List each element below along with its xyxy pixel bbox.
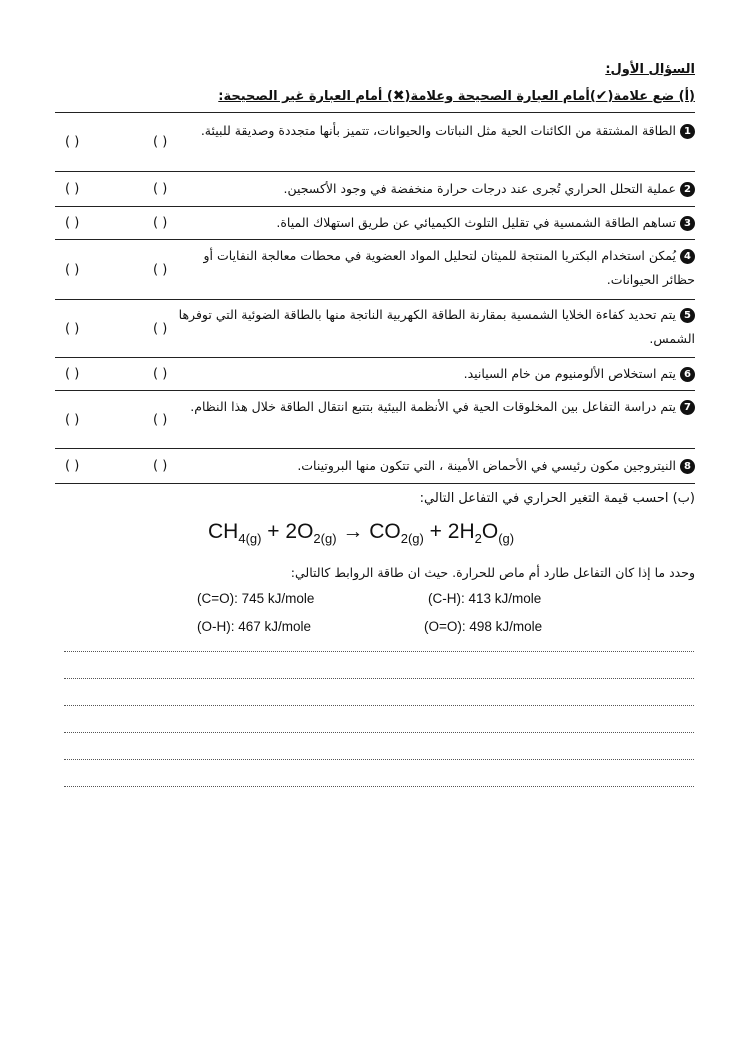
eq-ch: CH — [208, 520, 239, 543]
cross-mark-icon: ✖ — [392, 88, 405, 104]
number-badge: 1 — [680, 124, 695, 139]
eq-sub: 4(g) — [238, 531, 262, 547]
answer-box[interactable]: ( ) — [65, 458, 80, 474]
bond-energy-co: (C=O): 745 kJ/mole — [197, 591, 315, 606]
bond-energy-oo: (O=O): 498 kJ/mole — [424, 619, 543, 634]
statement-row-4 — [55, 240, 695, 300]
instruction-suffix: ) أمام العبارة غير الصحيحة: — [218, 89, 393, 104]
statement-label: الطاقة المشتقة من الكائنات الحية مثل النباتات والحيوانات، تتميز بأنها متجددة وصديقة للبيئة. — [200, 123, 676, 138]
statement-text — [175, 303, 695, 351]
answer-line[interactable] — [64, 651, 694, 652]
part-b-heading: (ب) احسب قيمة التغير الحراري في التفاعل التالي: — [419, 491, 695, 506]
answer-box[interactable]: ( ) — [153, 458, 168, 474]
answer-box[interactable]: ( ) — [65, 181, 80, 197]
statement-label: عملية التحلل الحراري تُجرى عند درجات حرارة منخفضة في وجود الأكسجين. — [283, 181, 676, 196]
answer-box[interactable]: ( ) — [153, 134, 168, 150]
answer-box[interactable]: ( ) — [153, 321, 168, 336]
statement-text — [175, 454, 695, 478]
answer-box[interactable]: ( ) — [153, 262, 168, 277]
statement-label: يتم استخلاص الألومنيوم من خام السيانيد. — [463, 366, 676, 381]
statement-row-1 — [55, 113, 695, 172]
statement-row-7 — [55, 391, 695, 449]
statement-text — [175, 395, 695, 419]
answer-line[interactable] — [64, 678, 694, 679]
eq-sub: 2 — [474, 531, 482, 547]
question-title: السؤال الأول: — [605, 62, 695, 77]
statement-text — [175, 177, 695, 201]
statement-label: يتم دراسة التفاعل بين المخلوقات الحية في الأنظمة البيئية بتتبع انتقال الطاقة خلال هذا النظام. — [190, 399, 676, 414]
statement-text — [175, 362, 695, 386]
statement-label: النيتروجين مكون رئيسي في الأحماض الأمينة ، التي تتكون منها البروتينات. — [297, 458, 676, 473]
answer-box[interactable]: ( ) — [65, 321, 80, 336]
number-badge: 2 — [680, 182, 695, 197]
answer-box[interactable]: ( ) — [65, 366, 80, 382]
statement-label: يُمكن استخدام البكتريا المنتجة للميثان لتحليل المواد العضوية في محطات معالجة النفايات أو حظائر الحيوانات. — [203, 248, 695, 287]
answer-box[interactable]: ( ) — [65, 262, 80, 277]
eq-h: + 2H — [423, 520, 475, 543]
answer-box[interactable]: ( ) — [153, 366, 168, 382]
statement-text — [175, 119, 695, 143]
statement-row-5 — [55, 300, 695, 358]
instruction-middle: )أمام العبارة الصحيحة وعلامة( — [404, 89, 596, 104]
statement-row-8 — [55, 449, 695, 484]
answer-box[interactable]: ( ) — [153, 181, 168, 197]
answer-box[interactable]: ( ) — [65, 412, 80, 427]
statement-row-6 — [55, 358, 695, 391]
number-badge: 4 — [680, 249, 695, 264]
instruction-line — [218, 88, 695, 104]
eq-o: O — [481, 520, 499, 543]
number-badge: 7 — [680, 400, 695, 415]
eq-sub: 2(g) — [400, 531, 424, 547]
reaction-arrow-icon: → — [336, 520, 370, 543]
eq-sub: (g) — [498, 531, 515, 547]
answer-box[interactable]: ( ) — [65, 215, 80, 231]
statement-row-3 — [55, 207, 695, 240]
chemical-equation — [208, 520, 514, 546]
bond-energy-oh: (O-H): 467 kJ/mole — [197, 619, 312, 634]
answer-line[interactable] — [64, 732, 694, 733]
instruction-prefix: (أ) ضع علامة( — [607, 89, 695, 104]
statement-text — [175, 244, 695, 292]
eq-o2: + 2O — [261, 520, 314, 543]
bond-energy-ch: (C-H): 413 kJ/mole — [428, 591, 542, 606]
number-badge: 3 — [680, 216, 695, 231]
answer-box[interactable]: ( ) — [153, 412, 168, 427]
answer-line[interactable] — [64, 759, 694, 760]
number-badge: 5 — [680, 308, 695, 323]
check-mark-icon: ✔ — [595, 88, 608, 104]
statement-label: يتم تحديد كفاءة الخلايا الشمسية بمقارنة الطاقة الكهربية الناتجة منها بالطاقة الضوئية التي توفرها الشمس. — [178, 307, 695, 346]
eq-sub: 2(g) — [313, 531, 337, 547]
answer-line[interactable] — [64, 705, 694, 706]
statements-table — [55, 112, 695, 484]
statement-row-2 — [55, 172, 695, 207]
statement-text — [175, 211, 695, 235]
statement-label: تساهم الطاقة الشمسية في تقليل التلوث الكيميائي عن طريق استهلاك المياة. — [276, 215, 676, 230]
determine-instruction: وحدد ما إذا كان التفاعل طارد أم ماص للحرارة. حيث ان طاقة الروابط كالتالي: — [290, 565, 695, 580]
answer-box[interactable]: ( ) — [153, 215, 168, 231]
number-badge: 6 — [680, 367, 695, 382]
answer-box[interactable]: ( ) — [65, 134, 80, 150]
answer-line[interactable] — [64, 786, 694, 787]
number-badge: 8 — [680, 459, 695, 474]
eq-co: CO — [369, 520, 401, 543]
